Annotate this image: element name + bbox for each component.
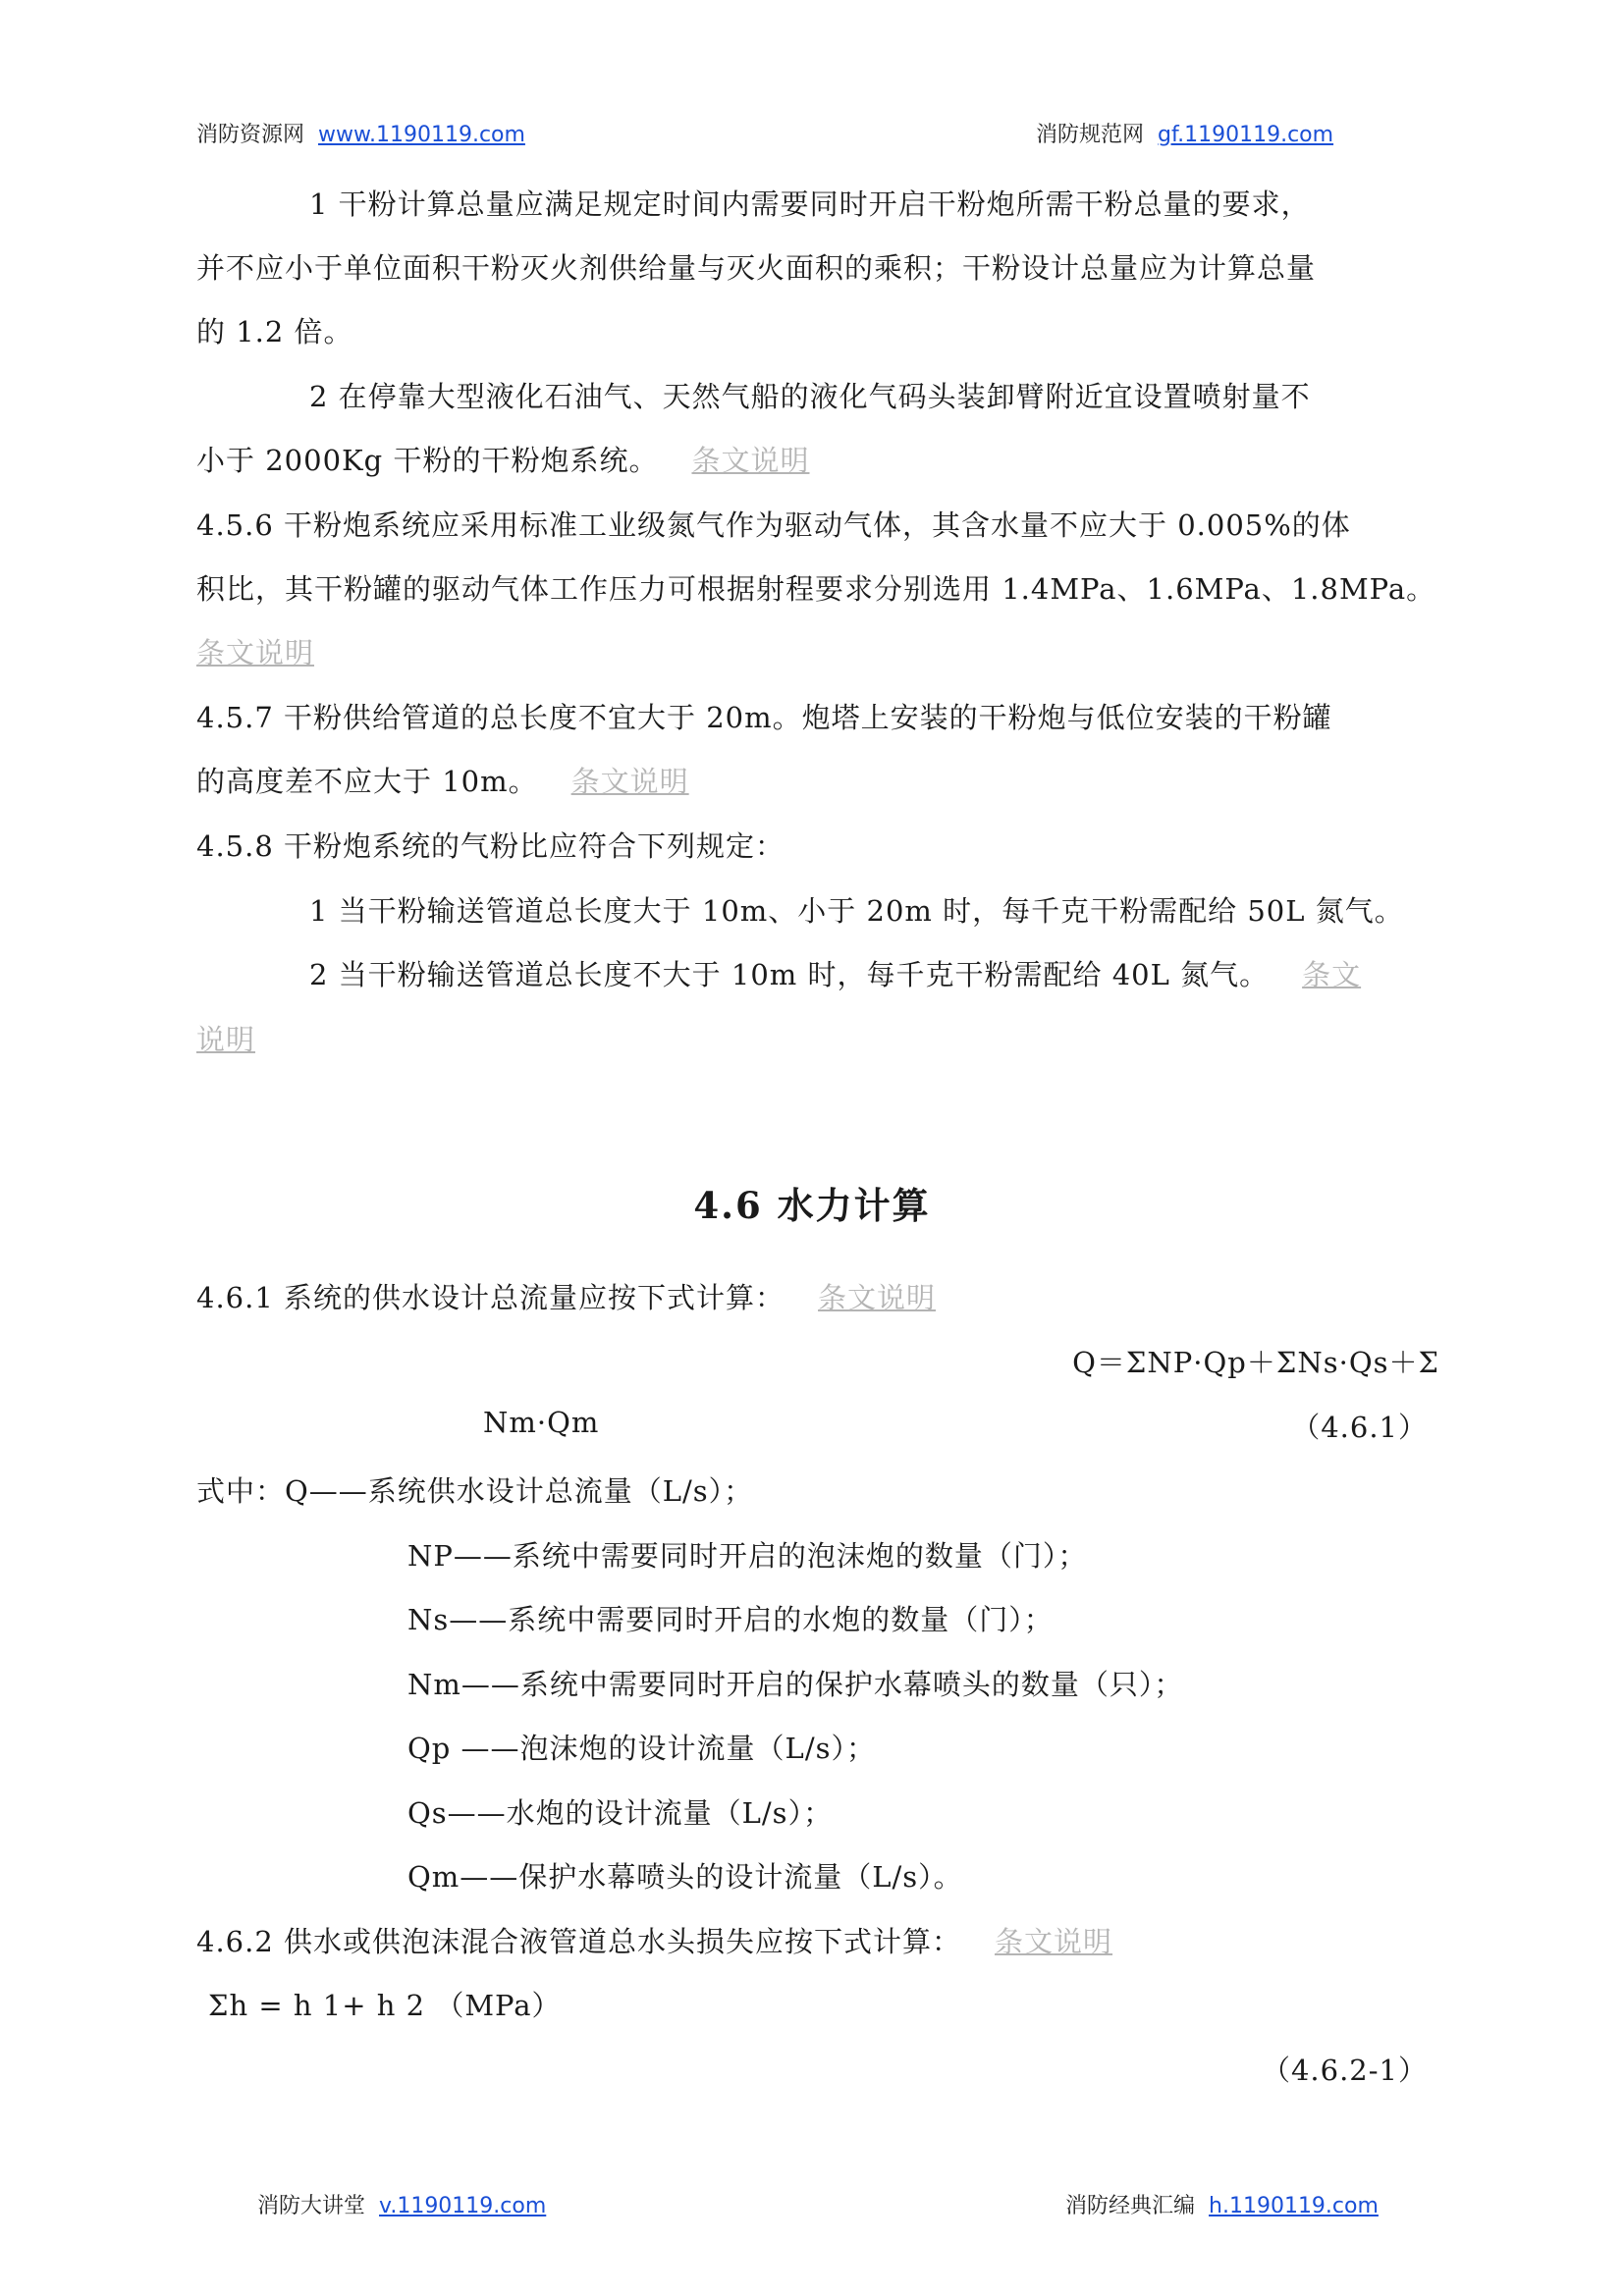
var-line: [407, 1663, 1183, 1703]
s456-note-line: [196, 631, 314, 671]
clause-note-link[interactable]: 条文说明: [818, 1281, 937, 1314]
var-qs: Qs——水炮的设计流量（L/s）；: [407, 1796, 834, 1830]
s458-note-line: [196, 1018, 255, 1058]
s462-line-1: [196, 1920, 1112, 1960]
clause-note-link-part1[interactable]: 条文: [1302, 958, 1362, 991]
header-right: [1036, 118, 1333, 148]
clause-note-link[interactable]: 条文说明: [570, 765, 689, 798]
s458-item-1: [309, 889, 1404, 930]
header-left-label: 消防资源网: [196, 123, 305, 147]
p1-text-3: 的 1.2 倍。: [196, 315, 353, 348]
p2-text-1: 2 在停靠大型液化石油气、天然气船的液化气码头装卸臂附近宜设置喷射量不: [309, 380, 1311, 413]
var-line: [407, 1727, 876, 1767]
s461-text-1: 4.6.1 系统的供水设计总流量应按下式计算：: [196, 1281, 785, 1314]
footer-left-label: 消防大讲堂: [257, 2194, 366, 2218]
p1-text-2: 并不应小于单位面积干粉灭火剂供给量与灭火面积的乘积；干粉设计总量应为计算总量: [196, 251, 1317, 285]
s461-where: [196, 1469, 753, 1510]
clause-note-link[interactable]: 条文说明: [995, 1925, 1113, 1958]
clause-note-link[interactable]: 条文说明: [691, 444, 810, 477]
formula-part-a: Q＝ΣNP·Qp＋ΣNs·Qs＋Σ: [1072, 1346, 1439, 1379]
s457-text-1: 4.5.7 干粉供给管道的总长度不宜大于 20m。炮塔上安装的干粉炮与低位安装的干粉罐: [196, 701, 1332, 734]
p1-line-1: [309, 183, 1311, 223]
footer-left-link[interactable]: v.1190119.com: [379, 2194, 547, 2218]
s457-line-2: [196, 760, 689, 800]
header-right-link[interactable]: gf.1190119.com: [1158, 123, 1334, 147]
s456-line-1: [196, 504, 1351, 544]
s457-text-2: 的高度差不应大于 10m。: [196, 765, 538, 798]
clause-note-link[interactable]: 条文说明: [196, 636, 315, 669]
section-title: 4.6 水力计算: [693, 1184, 931, 1227]
var-nm: Nm——系统中需要同时开启的保护水幕喷头的数量（只）；: [407, 1668, 1184, 1701]
var-ns: Ns——系统中需要同时开启的水炮的数量（门）；: [407, 1603, 1054, 1636]
clause-note-link-part2[interactable]: 说明: [196, 1023, 256, 1056]
s458-item-1-text: 1 当干粉输送管道总长度大于 10m、小于 20m 时，每千克干粉需配给 50L 氮气。: [309, 894, 1404, 928]
var-line: [407, 1791, 833, 1832]
footer-right-label: 消防经典汇编: [1065, 2194, 1196, 2218]
s458-item-2: [309, 953, 1361, 993]
s456-text-2: 积比，其干粉罐的驱动气体工作压力可根据射程要求分别选用 1.4MPa、1.6MPa、1.8MPa。: [196, 572, 1436, 606]
var-line: [407, 1534, 1087, 1575]
footer-right: [1065, 2189, 1379, 2219]
s458-text-1: 4.5.8 干粉炮系统的气粉比应符合下列规定：: [196, 829, 785, 863]
var-qm: Qm——保护水幕喷头的设计流量（L/s）。: [407, 1860, 963, 1894]
p2-text-2: 小于 2000Kg 干粉的干粉炮系统。: [196, 444, 659, 477]
s458-line-1: [196, 825, 785, 865]
s461-formula-b: [483, 1406, 599, 1439]
header-left-link[interactable]: www.1190119.com: [318, 123, 525, 147]
var-np: NP——系统中需要同时开启的泡沫炮的数量（门）；: [407, 1539, 1088, 1573]
s456-text-1: 4.5.6 干粉炮系统应采用标准工业级氮气作为驱动气体，其含水量不应大于 0.005%的体: [196, 508, 1351, 542]
p2-line-2: [196, 439, 810, 479]
header-right-label: 消防规范网: [1036, 123, 1145, 147]
p2-line-1: [309, 375, 1311, 415]
s462-formula: [208, 1984, 562, 2024]
s462-eq-number: [1262, 2049, 1428, 2089]
equation-number: （4.6.2-1）: [1261, 2054, 1428, 2087]
footer-right-link[interactable]: h.1190119.com: [1209, 2194, 1379, 2218]
p1-line-2: [196, 246, 1316, 287]
p1-line-3: [196, 310, 353, 350]
equation-number: （4.6.1）: [1291, 1411, 1428, 1444]
p1-text-1: 1 干粉计算总量应满足规定时间内需要同时开启干粉炮所需干粉总量的要求，: [309, 187, 1311, 221]
var-line: [407, 1598, 1054, 1638]
s461-eq-number: [1291, 1406, 1428, 1446]
s457-line-1: [196, 696, 1332, 736]
formula-part-b: Nm·Qm: [483, 1406, 600, 1439]
s462-text-1: 4.6.2 供水或供泡沫混合液管道总水头损失应按下式计算：: [196, 1925, 962, 1958]
s456-line-2: [196, 567, 1435, 608]
formula-sum-h: Σh = h 1+ h 2 （MPa）: [208, 1989, 562, 2022]
s461-line-1: [196, 1276, 936, 1316]
s461-formula-a: [1072, 1341, 1439, 1381]
var-qp: Qp ——泡沫炮的设计流量（L/s）；: [407, 1732, 876, 1765]
footer-left: [257, 2189, 546, 2219]
var-line: [407, 1855, 963, 1896]
where-text: 式中：Q——系统供水设计总流量（L/s）；: [196, 1474, 754, 1508]
s458-item-2-text: 2 当干粉输送管道总长度不大于 10m 时，每千克干粉需配给 40L 氮气。: [309, 958, 1270, 991]
header-left: [196, 118, 525, 148]
